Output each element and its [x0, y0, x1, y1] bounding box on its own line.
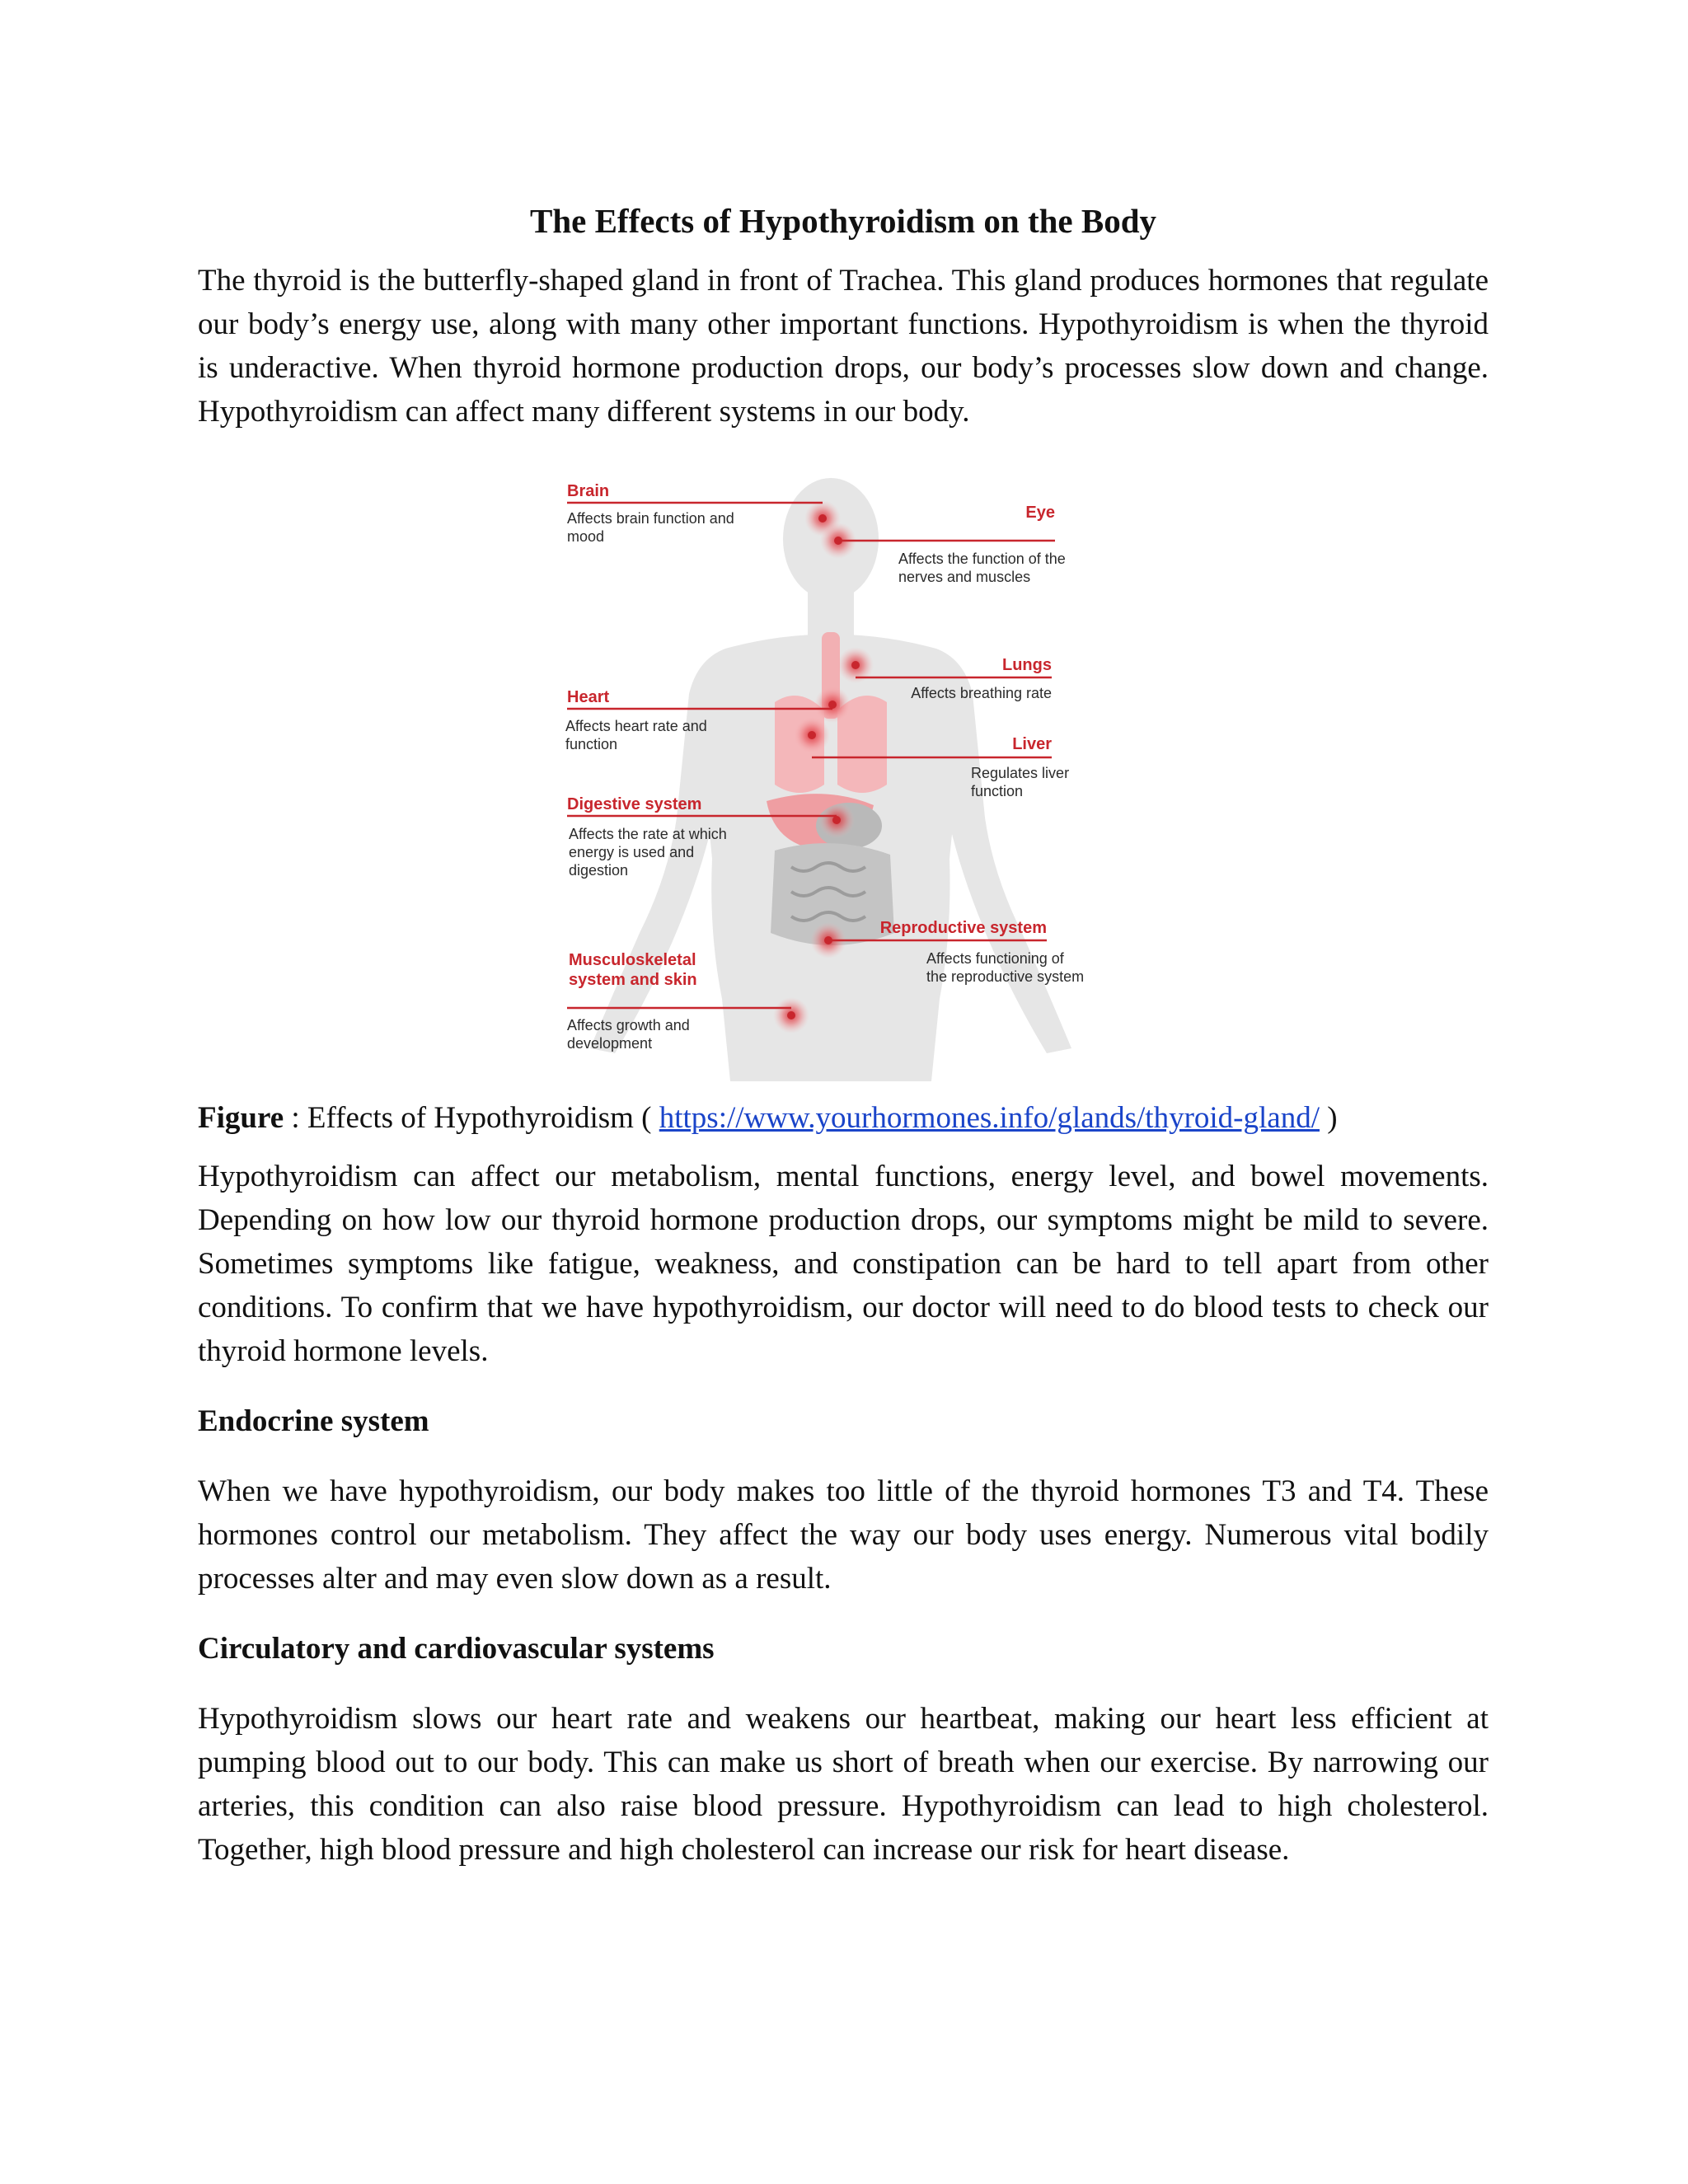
paragraph-symptoms: Hypothyroidism can affect our metabolism, mental functions, energy level, and bowel movements. Depending on how low our thyroid hormone production drops, our symptoms might be mild to severe. Sometimes symptoms like fatigue, weakness, and constipation can be hard to tell apart from other conditions. To confirm that we have hypothyroidism, our doctor will need to do blood tests to check our thyroid hormone levels.	[198, 1160, 1489, 1368]
heading-endocrine: Endocrine system	[198, 1404, 429, 1438]
label-musculo-title2: system and skin	[569, 971, 697, 989]
label-reproductive-desc2: the reproductive system	[926, 968, 1085, 985]
label-lungs-title: Lungs	[1002, 656, 1052, 674]
caption-text: : Effects of Hypothyroidism (	[284, 1101, 659, 1135]
caption-label: Figure	[198, 1101, 284, 1135]
label-heart-desc1: Affects heart rate and	[565, 718, 707, 734]
caption-link[interactable]: https://www.yourhormones.info/glands/thyroid-gland/	[659, 1101, 1320, 1135]
label-lungs-desc1: Affects breathing rate	[911, 685, 1052, 701]
page-title: The Effects of Hypothyroidism on the Body	[529, 202, 1157, 240]
label-digestive-desc2: energy is used and	[569, 844, 695, 860]
label-eye-desc2: nerves and muscles	[898, 569, 1031, 585]
paragraph-circulatory: Hypothyroidism slows our heart rate and weakens our heartbeat, making our heart less efficient at pumping blood out to our body. This can make us short of breath when our exercise. By narrowing our arteries, this condition can also raise blood pressure. Hypothyroidism can lead to high cholesterol. Together, high blood pressure and high cholesterol can increase our risk for heart disease.	[198, 1702, 1489, 1867]
label-liver-title: Liver	[1012, 735, 1052, 753]
label-musculo-title1: Musculoskeletal	[569, 951, 696, 969]
label-eye-title: Eye	[1025, 504, 1055, 522]
intro-paragraph: The thyroid is the butterfly-shaped gland in front of Trachea. This gland produces hormones that regulate our body’s energy use, along with many other important functions. Hypothyroidism is when the thyroid is underactive. When thyroid hormone production drops, our body’s processes slow down and change. Hypothyroidism can affect many different systems in our body.	[198, 264, 1489, 429]
paragraph-endocrine: When we have hypothyroidism, our body makes too little of the thyroid hormones T3 and T4. These hormones control our metabolism. They affect the way our body uses energy. Numerous vital bodily processes alter and may even slow down as a result.	[198, 1474, 1489, 1596]
heading-circulatory: Circulatory and cardiovascular systems	[198, 1632, 715, 1666]
document-page	[198, 196, 1489, 1872]
label-eye-desc1: Affects the function of the	[898, 551, 1066, 567]
hypothyroidism-figure	[198, 471, 1489, 1081]
label-reproductive-desc1: Affects functioning of	[926, 950, 1064, 967]
label-heart-desc2: function	[565, 736, 618, 752]
label-digestive-desc1: Affects the rate at which	[569, 826, 727, 842]
label-brain-desc2: mood	[567, 528, 605, 545]
label-heart-title: Heart	[567, 688, 610, 706]
label-digestive-title: Digestive system	[567, 795, 702, 813]
figure-caption	[198, 1096, 1489, 1140]
label-brain-title: Brain	[567, 482, 610, 500]
label-digestive-desc3: digestion	[569, 862, 629, 879]
caption-end: )	[1319, 1101, 1338, 1135]
body-diagram	[198, 471, 1489, 1081]
label-brain-desc1: Affects brain function and	[567, 510, 734, 527]
label-musculo-desc2: development	[567, 1035, 653, 1052]
label-reproductive-title: Reproductive system	[879, 919, 1047, 937]
label-liver-desc2: function	[971, 783, 1024, 799]
label-liver-desc1: Regulates liver	[971, 765, 1070, 781]
label-musculo-desc1: Affects growth and	[567, 1017, 690, 1033]
